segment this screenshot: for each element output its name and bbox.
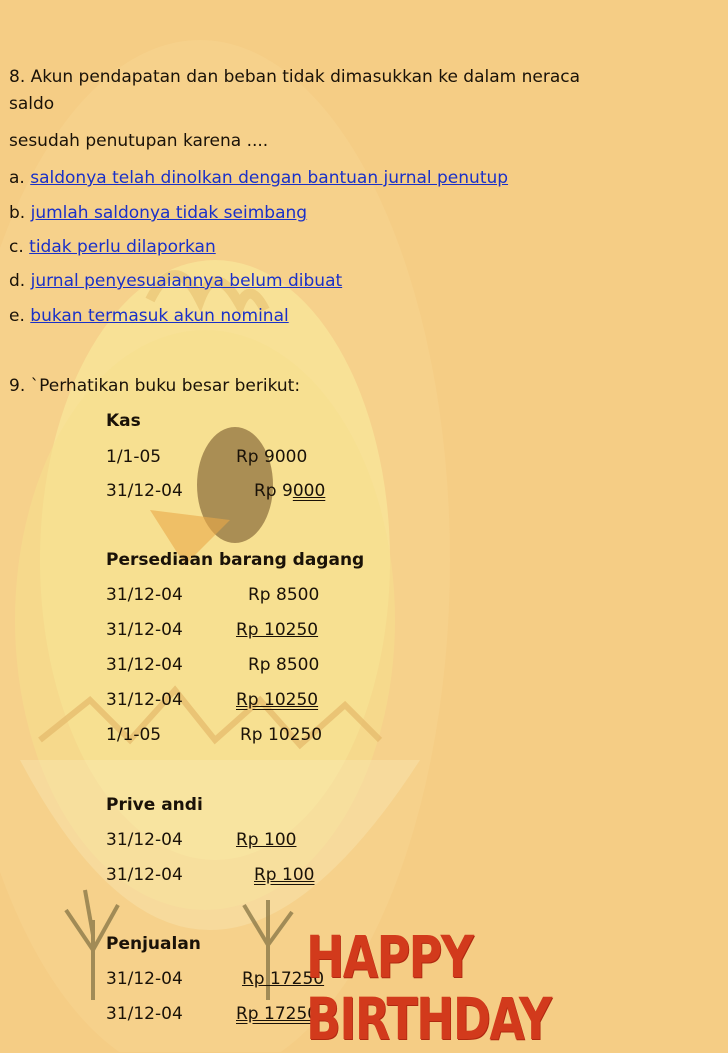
option-letter: b.	[9, 203, 26, 223]
question-8-line-2: saldo	[9, 94, 55, 114]
ledger-date: 31/12-04	[106, 969, 183, 989]
ledger-amount: Rp 9000	[236, 447, 308, 467]
ledger-date: 1/1-05	[106, 725, 162, 745]
option-b	[9, 202, 307, 224]
ledger-persediaan-title: Persediaan barang dagang	[106, 550, 365, 570]
question-9-intro: 9. `Perhatikan buku besar berikut:	[9, 376, 301, 396]
ledger-date: 31/12-04	[106, 585, 183, 605]
ledger-date: 31/12-04	[106, 1004, 183, 1024]
ledger-date: 31/12-04	[106, 690, 183, 710]
ledger-amount: Rp 10250	[236, 620, 319, 640]
option-letter: e.	[9, 306, 25, 326]
ledger-amount-prefix: Rp 9	[254, 481, 293, 501]
option-e	[9, 305, 289, 327]
question-8-line-1: 8. Akun pendapatan dan beban tidak dimasukkan ke dalam neraca	[9, 67, 581, 87]
option-letter: d.	[9, 271, 26, 291]
ledger-date: 31/12-04	[106, 655, 183, 675]
option-d	[9, 270, 342, 292]
ledger-date: 31/12-04	[106, 481, 183, 501]
ledger-date: 31/12-04	[106, 830, 183, 850]
option-c	[9, 236, 216, 258]
ledger-amount: Rp 8500	[248, 655, 320, 675]
option-letter: c.	[9, 237, 24, 257]
option-letter: a.	[9, 168, 25, 188]
option-e-link[interactable]: bukan termasuk akun nominal	[30, 306, 289, 326]
happy-birthday-banner: HAPPY BIRTHDAY	[306, 923, 551, 1053]
ledger-amount: Rp 10250	[240, 725, 323, 745]
ledger-prive-title: Prive andi	[106, 795, 203, 815]
ledger-date: 1/1-05	[106, 447, 162, 467]
option-a	[9, 167, 508, 189]
ledger-kas-title: Kas	[106, 411, 141, 431]
ledger-amount	[254, 480, 325, 502]
ledger-amount: Rp 17250	[242, 969, 325, 989]
ledger-amount: Rp 10250	[236, 690, 319, 710]
question-8-line-3: sesudah penutupan karena ....	[9, 131, 269, 151]
ledger-amount: Rp 100	[236, 830, 297, 850]
ledger-amount: Rp 17250	[236, 1004, 319, 1024]
option-d-link[interactable]: jurnal penyesuaiannya belum dibuat	[30, 271, 343, 291]
ledger-amount: Rp 8500	[248, 585, 320, 605]
option-a-link[interactable]: saldonya telah dinolkan dengan bantuan jurnal penutup	[30, 168, 509, 188]
ledger-date: 31/12-04	[106, 620, 183, 640]
ledger-penjualan-title: Penjualan	[106, 934, 201, 954]
option-b-link[interactable]: jumlah saldonya tidak seimbang	[30, 203, 308, 223]
ledger-amount: Rp 100	[254, 865, 315, 885]
ledger-amount-suffix: 000	[292, 481, 326, 501]
option-c-link[interactable]: tidak perlu dilaporkan	[29, 237, 216, 257]
ledger-date: 31/12-04	[106, 865, 183, 885]
